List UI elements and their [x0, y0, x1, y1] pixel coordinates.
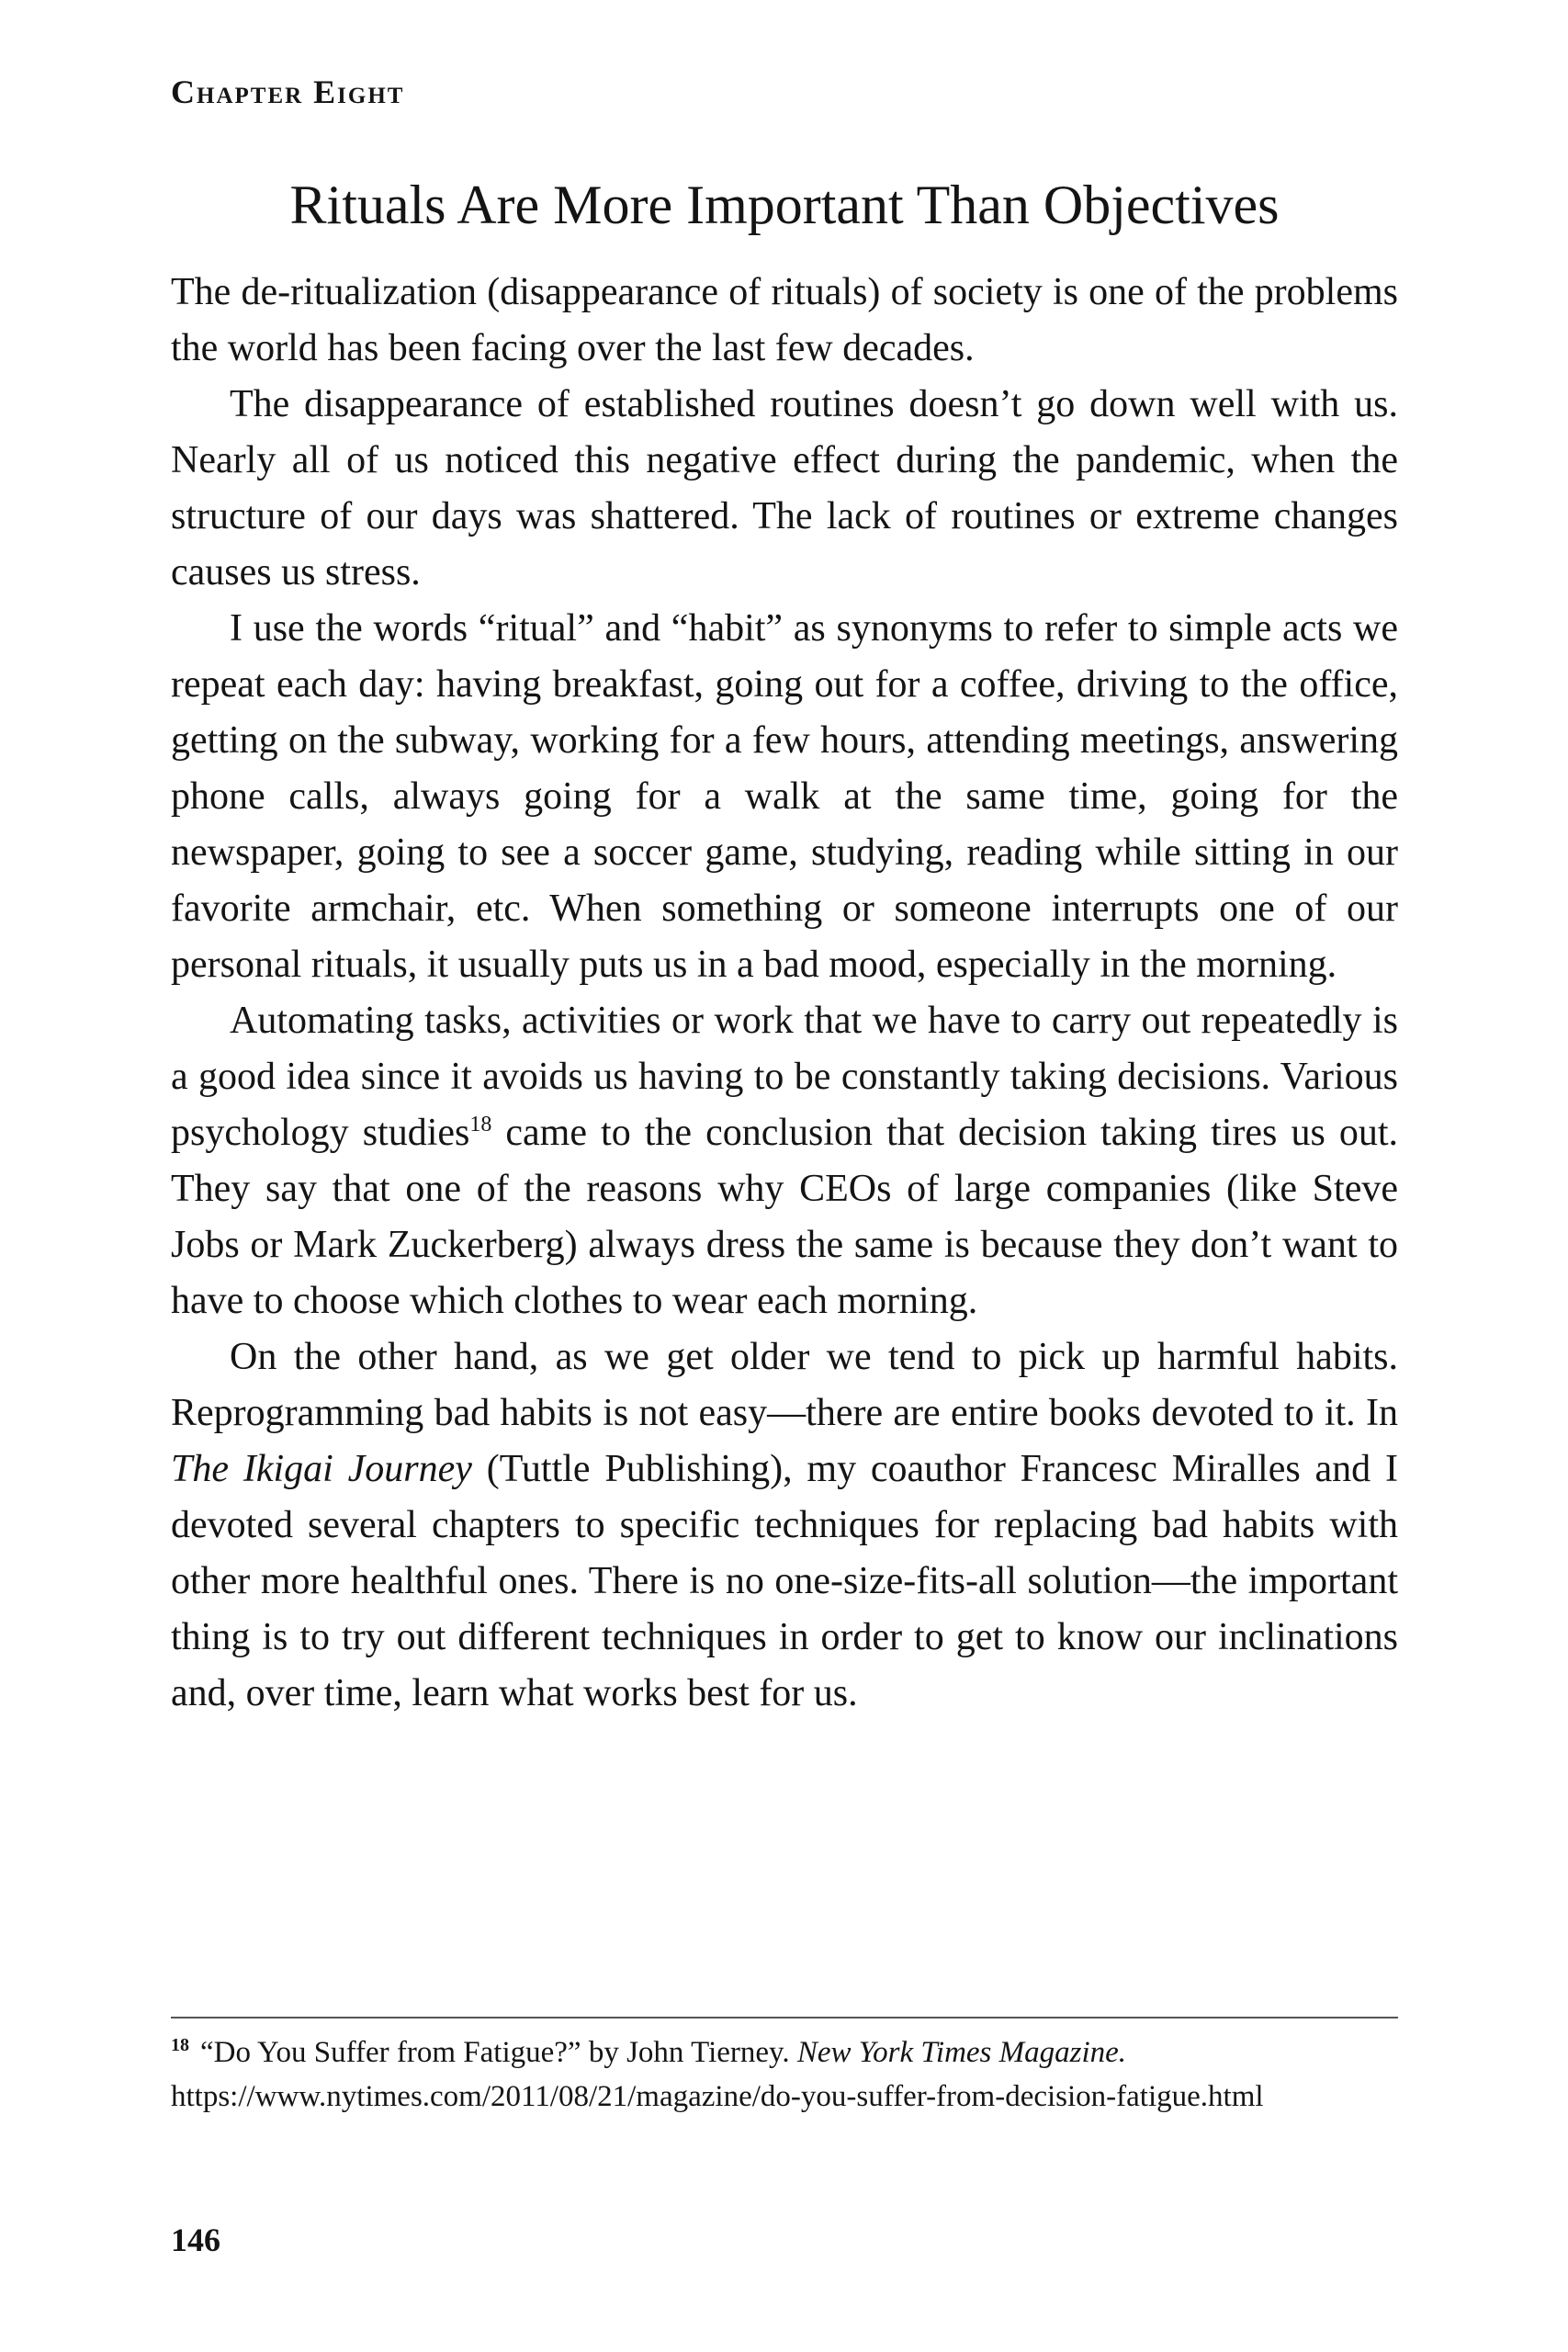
paragraph-4 [171, 993, 1398, 1329]
paragraph-2: The disappearance of established routines doesn’t go down well with us. Nearly all of us noticed this negative effect during the pandemic, when the structure of our days was shattered. The lack of routines or extreme changes causes us stress. [171, 383, 1398, 594]
footnote-reference[interactable]: 18 [469, 1113, 492, 1136]
running-head: Chapter Eight [171, 74, 405, 110]
footnote-citation: “Do You Suffer from Fatigue?” by John Tierney. [200, 2036, 797, 2069]
footnote-url[interactable]: https://www.nytimes.com/2011/08/21/magazine/do-you-suffer-from-decision-fatigue.html [171, 2080, 1264, 2113]
footnote [171, 2030, 1398, 2119]
footnote-divider [171, 2017, 1398, 2018]
book-title: The Ikigai Journey [171, 1448, 472, 1490]
paragraph-4-text-start: Automating tasks, activities or work that we have to carry out repeatedly is a good idea since it avoids us having to be constantly taking decisions. Various psychology studies [171, 1000, 1398, 1154]
footnote-mark: 18 [171, 2035, 189, 2055]
paragraph-5-text-start: On the other hand, as we get older we tend to pick up harmful habits. Reprogramming bad habits is not easy—there are entire books devoted to it. In [171, 1336, 1398, 1434]
footnote-publication: New York Times Magazine. [796, 2036, 1127, 2069]
paragraph-1: The de-ritualization (disappearance of rituals) of society is one of the problems the world has been facing over the last few decades. [171, 271, 1398, 369]
paragraph-3: I use the words “ritual” and “habit” as synonyms to refer to simple acts we repeat each day: having breakfast, going out for a coffee, driving to the office, getting on the subway, working for a few hours, attending meetings, answering phone calls, always going for a walk at the same time, going for the newspaper, going to see a soccer game, studying, reading while sitting in our favorite armchair, etc. When something or someone interrupts one of our personal rituals, it usually puts us in a bad mood, especially in the morning. [171, 607, 1398, 986]
paragraph-5 [171, 1329, 1398, 1722]
paragraph-5-text-end: (Tuttle Publishing), my coauthor Francesc Miralles and I devoted several chapters to specific techniques for replacing bad habits with other more healthful ones. There is no one-size-fits-all solution—the important thing is to try out different techniques in order to get to know our inclinations and, over time, learn what works best for us. [171, 1448, 1398, 1714]
body-text [171, 265, 1398, 1722]
page-number: 146 [171, 2222, 220, 2258]
chapter-title: Rituals Are More Important Than Objectives [289, 175, 1280, 235]
paragraph-4-text-end: came to the conclusion that decision taking tires us out. They say that one of the reasons why CEOs of large companies (like Steve Jobs or Mark Zuckerberg) always dress the same is because they don’t want to have to choose which clothes to wear each morning. [171, 1112, 1398, 1322]
